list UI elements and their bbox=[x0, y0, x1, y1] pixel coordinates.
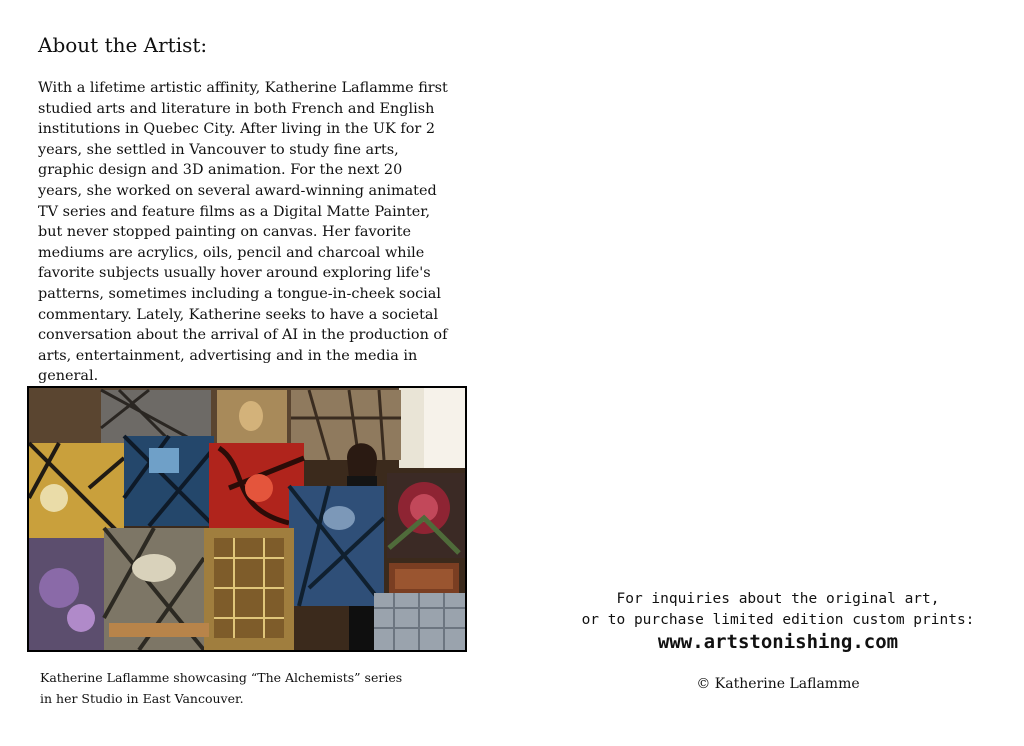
artist-bio: With a lifetime artistic affinity, Katherine Laflamme first studied arts and literature in both French and English institutions in Quebec City. After living in the UK for 2 years, she settled in Vancouver to study fine arts, graphic design and 3D animation. For the next 20 years, she worked on several award-winning animated TV series and feature films as a Digital Matte Painter, but never stopped painting on canvas. Her favorite mediums are acrylics, oils, pencil and charcoal while favorite subjects usually hover around exploring life's patterns, sometimes including a tongue-in-cheek social commentary. Lately, Katherine seeks to have a societal conversation about the arrival of AI in the production of arts, entertainment, advertising and in the media in general. bbox=[38, 80, 448, 385]
caption-line: Katherine Laflamme showcasing “The Alchemists” series bbox=[40, 670, 403, 685]
inquiry-text bbox=[560, 589, 996, 631]
inquiry-line: or to purchase limited edition custom prints: bbox=[581, 612, 975, 628]
studio-photo bbox=[27, 386, 467, 652]
copyright-notice: © Katherine Laflamme bbox=[696, 676, 860, 692]
caption-line: in her Studio in East Vancouver. bbox=[40, 691, 244, 706]
about-heading: About the Artist: bbox=[38, 33, 208, 57]
inquiry-line: For inquiries about the original art, bbox=[616, 591, 940, 607]
photo-caption bbox=[40, 667, 460, 709]
website-link[interactable]: www.artstonishing.com bbox=[657, 631, 899, 653]
